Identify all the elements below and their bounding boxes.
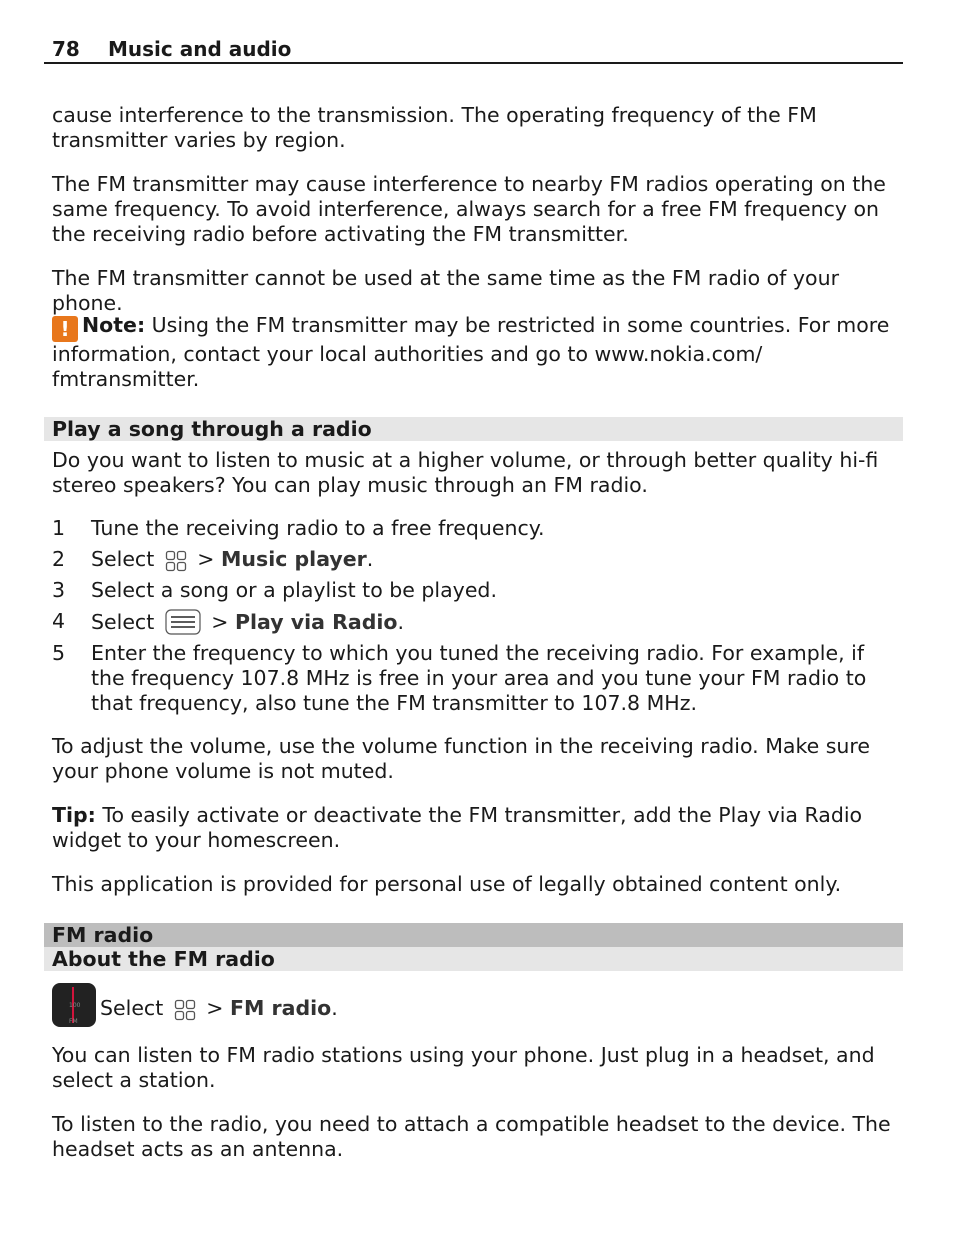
options-menu-icon (165, 609, 201, 635)
intro-paragraph-3: The FM transmitter cannot be used at the same time as the FM radio of your phone. (52, 266, 839, 315)
list-item: 2 Select > Music player. (52, 547, 374, 571)
legal-paragraph: This application is provided for personal use of legally obtained content only. (52, 872, 842, 896)
tip-label: Tip: (52, 803, 96, 827)
volume-paragraph: To adjust the volume, use the volume function in the receiving radio. Make sure your phone volume is not muted. (52, 734, 870, 783)
fm-paragraph-2: To listen to the radio, you need to attach a compatible headset to the device. The headset acts as an antenna. (52, 1112, 891, 1161)
note-label: Note: (82, 313, 146, 337)
fm-radio-menu: FM radio (230, 996, 332, 1020)
section-title: Music and audio (108, 37, 292, 61)
steps-list (52, 516, 898, 722)
subsection-heading-about-fm: About the FM radio (44, 947, 903, 971)
warning-icon: ! (52, 316, 78, 342)
note-text: Using the FM transmitter may be restricted in some countries. For more information, contact your local authorities and go to www.nokia.com/ fmtransmitter. (52, 313, 890, 391)
music-player-menu: Music player (221, 547, 367, 571)
page-number: 78 (52, 37, 80, 61)
intro-paragraph-2: The FM transmitter may cause interference to nearby FM radios operating on the same frequency. To avoid interference, always search for a free FM frequency on the receiving radio before activating the FM transmitter. (52, 172, 886, 246)
play-via-radio-menu: Play via Radio (235, 610, 398, 634)
page-header (44, 36, 903, 64)
fm-paragraph-1: You can listen to FM radio stations using your phone. Just plug in a headset, and select a station. (52, 1043, 875, 1092)
tip-text: To easily activate or deactivate the FM transmitter, add the Play via Radio widget to your homescreen. (52, 803, 863, 852)
note-paragraph (52, 313, 898, 392)
list-item: 1 Tune the receiving radio to a free frequency. (52, 516, 545, 540)
intro-paragraph-1: cause interference to the transmission. The operating frequency of the FM transmitter varies by region. (52, 103, 817, 152)
apps-menu-icon (165, 550, 187, 572)
list-item: 4 Select > Play via Radio. (52, 609, 405, 634)
section-heading-fm: FM radio (44, 923, 903, 947)
fm-select-line: 100 FM Select > FM radio. (52, 983, 898, 1027)
list-item: 5 Enter the frequency to which you tuned the receiving radio. For example, if the frequency 107.8 MHz is free in your area and you tune your FM radio to that frequency, also tune the FM transmitter to 107.8 MHz. (52, 641, 867, 715)
section-heading-play: Play a song through a radio (44, 417, 903, 441)
tip-paragraph (52, 803, 898, 853)
fm-radio-app-icon: 100 FM (52, 983, 96, 1027)
apps-menu-icon (174, 999, 196, 1021)
play-intro: Do you want to listen to music at a higher volume, or through better quality hi-fi stereo speakers? You can play music through an FM radio. (52, 448, 879, 497)
list-item: 3 Select a song or a playlist to be played. (52, 578, 497, 602)
